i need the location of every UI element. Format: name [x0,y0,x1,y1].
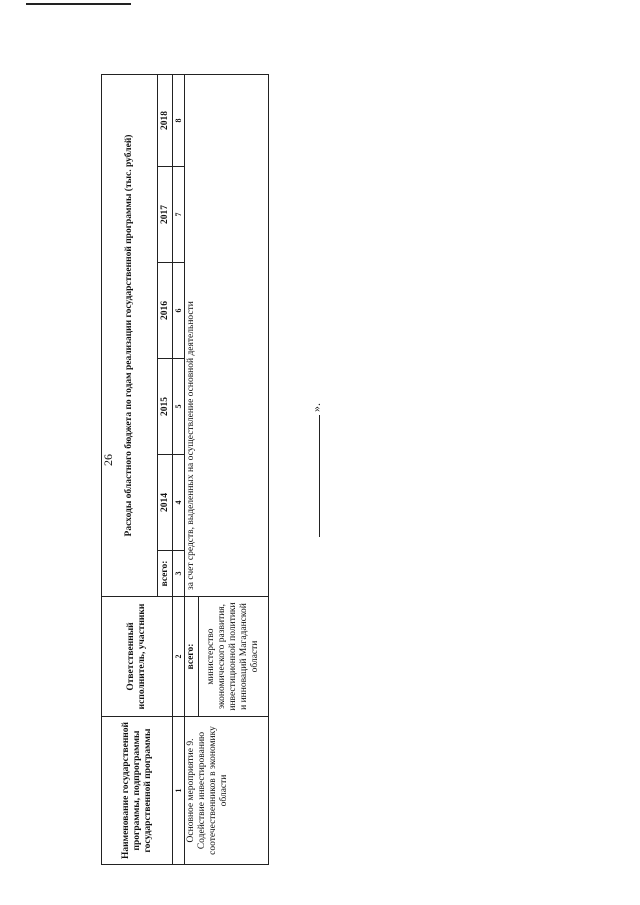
scan-edge-line [26,3,131,5]
row-program-name: Основное мероприятие 9. Содействие инвестированию соотечественников в экономику области [185,717,269,865]
header-program-name: Наименование государственной программы, подпрограммы государственной программы [102,717,173,865]
header-executor: Ответственный исполнитель, участники [102,597,173,717]
header-year-2016: 2016 [158,263,173,359]
header-expenses: Расходы областного бюджета по годам реализации государственной программы (тыс. рублей) [102,74,158,596]
header-year-2014: 2014 [158,455,173,551]
column-number: 2 [173,597,185,717]
closing-underline [310,415,320,537]
budget-table-rotated [101,75,271,865]
closing-mark [309,397,323,537]
header-year-2018: 2018 [158,74,173,166]
column-number: 3 [173,551,185,597]
column-number: 5 [173,359,185,455]
row-executor-total: всего: [185,597,199,717]
column-number: 1 [173,717,185,865]
header-year-2015: 2015 [158,359,173,455]
header-year-2017: 2017 [158,167,173,263]
page-number: 26 [101,454,115,466]
column-number: 8 [173,74,185,166]
row-funding-note: за счет средств, выделенных на осуществление основной деятельности [185,74,269,596]
closing-quote: ». [309,403,323,412]
column-number: 6 [173,263,185,359]
row-executor: министерство экономического развития, инвестиционной политики и инноваций Магаданской области [199,597,269,717]
column-number: 7 [173,167,185,263]
column-number: 4 [173,455,185,551]
budget-table [101,74,269,865]
header-total: всего: [158,551,173,597]
